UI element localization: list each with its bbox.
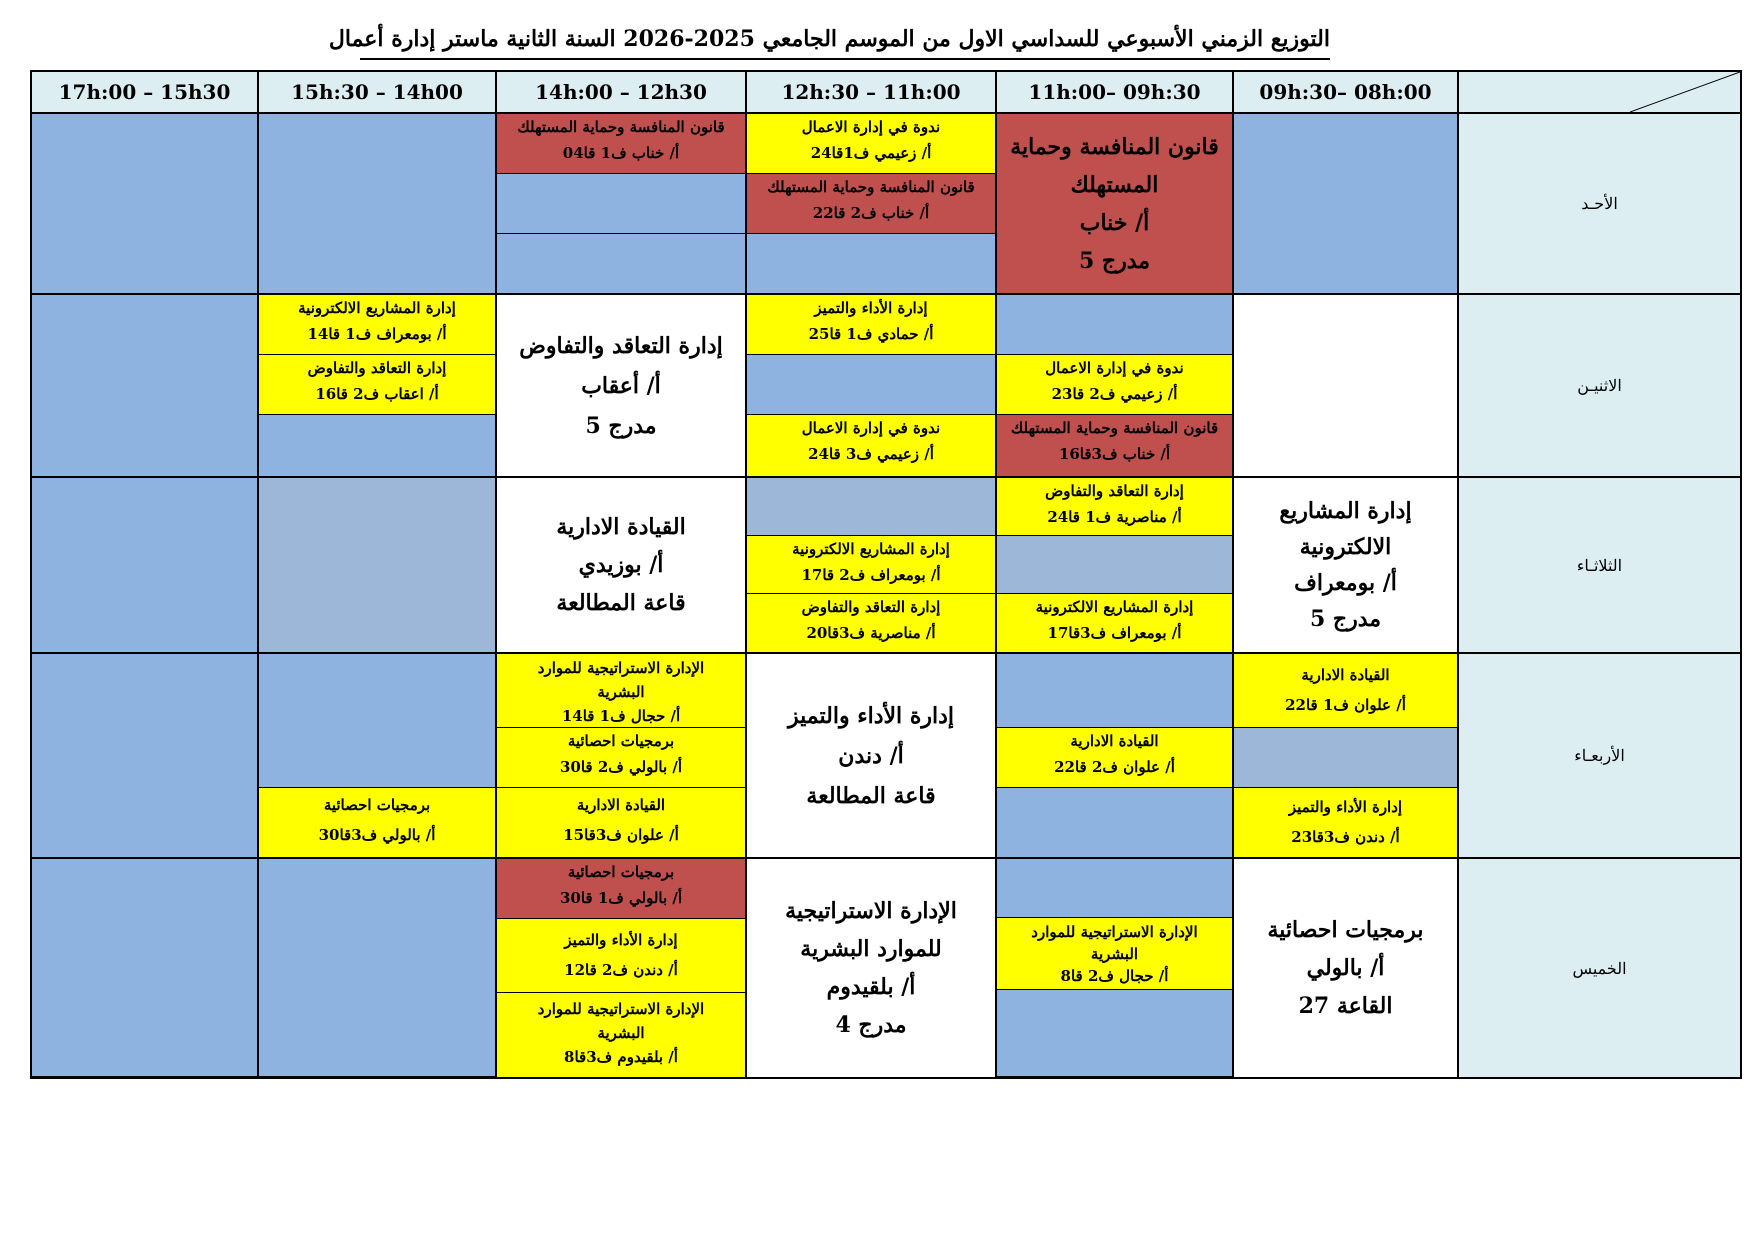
teacher-room: أ/ مناصرية ف1 قا24 <box>1047 508 1182 526</box>
course-name: إدارة الأداء والتميز <box>814 299 928 317</box>
session-sunday-3-g1[interactable] <box>747 114 995 174</box>
session-tuesday-2-g3[interactable] <box>997 594 1232 652</box>
course-name: إدارة المشاريع الالكترونية <box>1035 598 1194 616</box>
session-monday-4[interactable] <box>497 295 745 476</box>
teacher-room: أ/ بالولي ف1 قا30 <box>559 889 683 907</box>
teacher-room: أ/ خناب ف1 قا04 <box>562 144 680 162</box>
session-tuesday-3-g2[interactable] <box>747 536 995 594</box>
diagonal-line <box>1630 72 1740 114</box>
session-monday-3-g3[interactable] <box>747 415 995 476</box>
teacher-room: أ/ حمادي ف1 قا25 <box>808 325 934 343</box>
slot-divider <box>497 233 745 234</box>
session-monday-5-g1[interactable] <box>259 295 495 355</box>
day-sunday: الأحـد <box>1459 114 1740 295</box>
course-name: برمجيات احصائية <box>1267 917 1424 943</box>
teacher: أ/ بالولي <box>1306 955 1385 981</box>
time-header-1: 09h:30– 08h:00 <box>1234 72 1459 114</box>
session-wednesday-5-g3[interactable] <box>259 788 495 857</box>
session-wednesday-1-g1[interactable] <box>1234 654 1457 728</box>
course-name: القيادة الادارية <box>1301 666 1390 684</box>
time-header-5: 15h:30 – 14h00 <box>259 72 497 114</box>
empty-wednesday-1-g2 <box>1234 728 1457 788</box>
course-name: ندوة في إدارة الاعمال <box>801 419 941 437</box>
course-name: قانون المنافسة وحماية المستهلك <box>517 118 725 136</box>
session-thursday-4-g1[interactable] <box>497 859 745 919</box>
room: قاعة المطالعة <box>806 782 936 809</box>
course-name: إدارة الأداء والتميز <box>1288 798 1403 816</box>
course-name: إدارة المشاريع الالكترونية <box>298 299 456 317</box>
teacher-room: أ/ مناصرية ف3قا20 <box>806 624 936 642</box>
teacher-room: أ/ خناب ف2 قا22 <box>812 204 930 222</box>
teacher: أ/ بومعراف <box>1294 570 1397 596</box>
teacher-room: أ/ بالولي ف3قا30 <box>318 826 436 844</box>
session-tuesday-1[interactable] <box>1234 478 1457 652</box>
time-header-6: 17h:00 – 15h30 <box>32 72 259 114</box>
course-name: ندوة في إدارة الاعمال <box>801 118 941 136</box>
timetable-grid <box>30 70 1742 1079</box>
session-monday-2-g3[interactable] <box>997 415 1232 476</box>
course-name: الإدارة الاستراتيجية للموارد البشرية <box>537 1000 705 1042</box>
session-wednesday-4-g3[interactable] <box>497 788 745 857</box>
teacher-room: أ/ زعيمي ف2 قا23 <box>1051 385 1178 403</box>
session-wednesday-2-g2[interactable] <box>997 728 1232 788</box>
course-name: إدارة المشاريع <box>1279 498 1412 524</box>
course-name: الإدارة الاستراتيجية <box>785 898 957 924</box>
teacher-room: أ/ علوان ف1 قا22 <box>1285 696 1406 714</box>
session-thursday-3[interactable] <box>747 859 995 1077</box>
course-name: قانون المنافسة وحماية المستهلك <box>767 178 975 196</box>
room: مدرج 5 <box>1078 247 1151 274</box>
course-name: القيادة الادارية <box>556 514 686 540</box>
room: القاعة 27 <box>1298 993 1393 1019</box>
room: قاعة المطالعة <box>556 590 686 616</box>
session-wednesday-4-g2[interactable] <box>497 728 745 788</box>
teacher-room: أ/ حجال ف1 قا14 <box>561 707 681 725</box>
session-thursday-4-g2[interactable] <box>497 919 745 993</box>
session-wednesday-4-g1[interactable] <box>497 654 745 728</box>
course-name: قانون المنافسة وحماية المستهلك <box>1010 419 1219 437</box>
day-monday: الاثنيـن <box>1459 295 1740 478</box>
session-thursday-1[interactable] <box>1234 859 1457 1077</box>
day-tuesday: الثلاثـاء <box>1459 478 1740 654</box>
course-name: الإدارة الاستراتيجية للموارد البشرية <box>1031 923 1198 963</box>
room: مدرج 4 <box>835 1012 907 1038</box>
page-title <box>328 26 1330 62</box>
empty-tuesday-3-g1 <box>747 478 995 536</box>
teacher-room: أ/ بالولي ف2 قا30 <box>559 758 683 776</box>
teacher-room: أ/ اعقاب ف2 قا16 <box>315 385 439 403</box>
session-monday-3-g1[interactable] <box>747 295 995 355</box>
course-name: إدارة التعاقد والتفاوض <box>1045 482 1184 500</box>
course-name: برمجيات احصائية <box>567 863 675 881</box>
teacher: أ/ خناب <box>1079 209 1150 236</box>
course-name: القيادة الادارية <box>576 796 666 814</box>
empty-monday-1 <box>1234 295 1457 476</box>
room: مدرج 5 <box>585 412 657 439</box>
teacher-room: أ/ علوان ف2 قا22 <box>1054 758 1175 776</box>
session-tuesday-3-g3[interactable] <box>747 594 995 652</box>
course-name-cont: الالكترونية <box>1299 534 1392 560</box>
course-name: برمجيات احصائية <box>567 732 675 750</box>
empty-tuesday-5 <box>259 478 495 652</box>
session-sunday-1[interactable] <box>997 114 1232 293</box>
title-text: التوزيع الزمني الأسبوعي للسداسي الاول من الموسم الجامعي 2025-2026 السنة الثانية ماستر إدارة أعمال <box>328 26 1330 52</box>
teacher-room: أ/ بومعراف ف3قا17 <box>1047 624 1182 642</box>
session-tuesday-2-g1[interactable] <box>997 478 1232 536</box>
day-wednesday: الأربعـاء <box>1459 654 1740 859</box>
session-wednesday-3[interactable] <box>747 654 995 857</box>
room: مدرج 5 <box>1309 606 1382 632</box>
time-header-4: 14h:00 – 12h30 <box>497 72 747 114</box>
course-name-cont: للموارد البشرية <box>800 936 942 962</box>
teacher-room: أ/ علوان ف3قا15 <box>563 826 679 844</box>
teacher: أ/ أعقاب <box>581 372 661 399</box>
teacher-room: أ/ زعيمي ف1قا24 <box>810 144 932 162</box>
teacher-room: أ/ دندن ف2 قا12 <box>564 961 678 979</box>
session-thursday-2-g2[interactable] <box>997 918 1232 990</box>
column-17h <box>32 114 259 1077</box>
session-sunday-3-g2[interactable] <box>747 174 995 234</box>
teacher-room: أ/ بلقيدوم ف3قا8 <box>564 1048 678 1066</box>
teacher-room: أ/ خناب ف3قا16 <box>1058 445 1171 463</box>
corner-cell <box>1459 72 1740 114</box>
teacher-room: أ/ دندن ف3قا23 <box>1291 828 1400 846</box>
session-monday-5-g2[interactable] <box>259 355 495 415</box>
teacher: أ/ بوزيدي <box>578 552 664 578</box>
course-name: برمجيات احصائية <box>323 796 431 814</box>
course-name: الإدارة الاستراتيجية للموارد البشرية <box>537 659 705 701</box>
course-name: القيادة الادارية <box>1070 732 1159 750</box>
title-underline <box>360 58 1330 60</box>
course-name: إدارة الأداء والتميز <box>788 702 954 729</box>
teacher-room: أ/ بومعراف ف2 قا17 <box>801 566 941 584</box>
session-monday-2-g2[interactable] <box>997 355 1232 415</box>
course-name: إدارة الأداء والتميز <box>564 931 678 949</box>
session-thursday-4-g3[interactable] <box>497 993 745 1077</box>
teacher-room: أ/ زعيمي ف3 قا24 <box>808 445 934 463</box>
course-name: إدارة التعاقد والتفاوض <box>801 598 941 616</box>
teacher: أ/ دندن <box>838 742 904 769</box>
teacher: أ/ بلقيدوم <box>826 974 916 1000</box>
time-header-2: 11h:00– 09h:30 <box>997 72 1234 114</box>
course-name: قانون المنافسة وحماية المستهلك <box>1010 133 1219 198</box>
teacher-room: أ/ حجال ف2 قا8 <box>1060 967 1169 985</box>
course-name: ندوة في إدارة الاعمال <box>1045 359 1184 377</box>
day-thursday: الخميس <box>1459 859 1740 1077</box>
course-name: إدارة المشاريع الالكترونية <box>792 540 950 558</box>
course-name: إدارة التعاقد والتفاوض <box>519 332 723 359</box>
session-tuesday-4[interactable] <box>497 478 745 652</box>
session-wednesday-1-g3[interactable] <box>1234 788 1457 857</box>
empty-tuesday-2-g2 <box>997 536 1232 594</box>
teacher-room: أ/ بومعراف ف1 قا14 <box>307 325 447 343</box>
session-sunday-4-g1[interactable] <box>497 114 745 174</box>
course-name: إدارة التعاقد والتفاوض <box>307 359 447 377</box>
time-header-3: 12h:30 – 11h:00 <box>747 72 997 114</box>
